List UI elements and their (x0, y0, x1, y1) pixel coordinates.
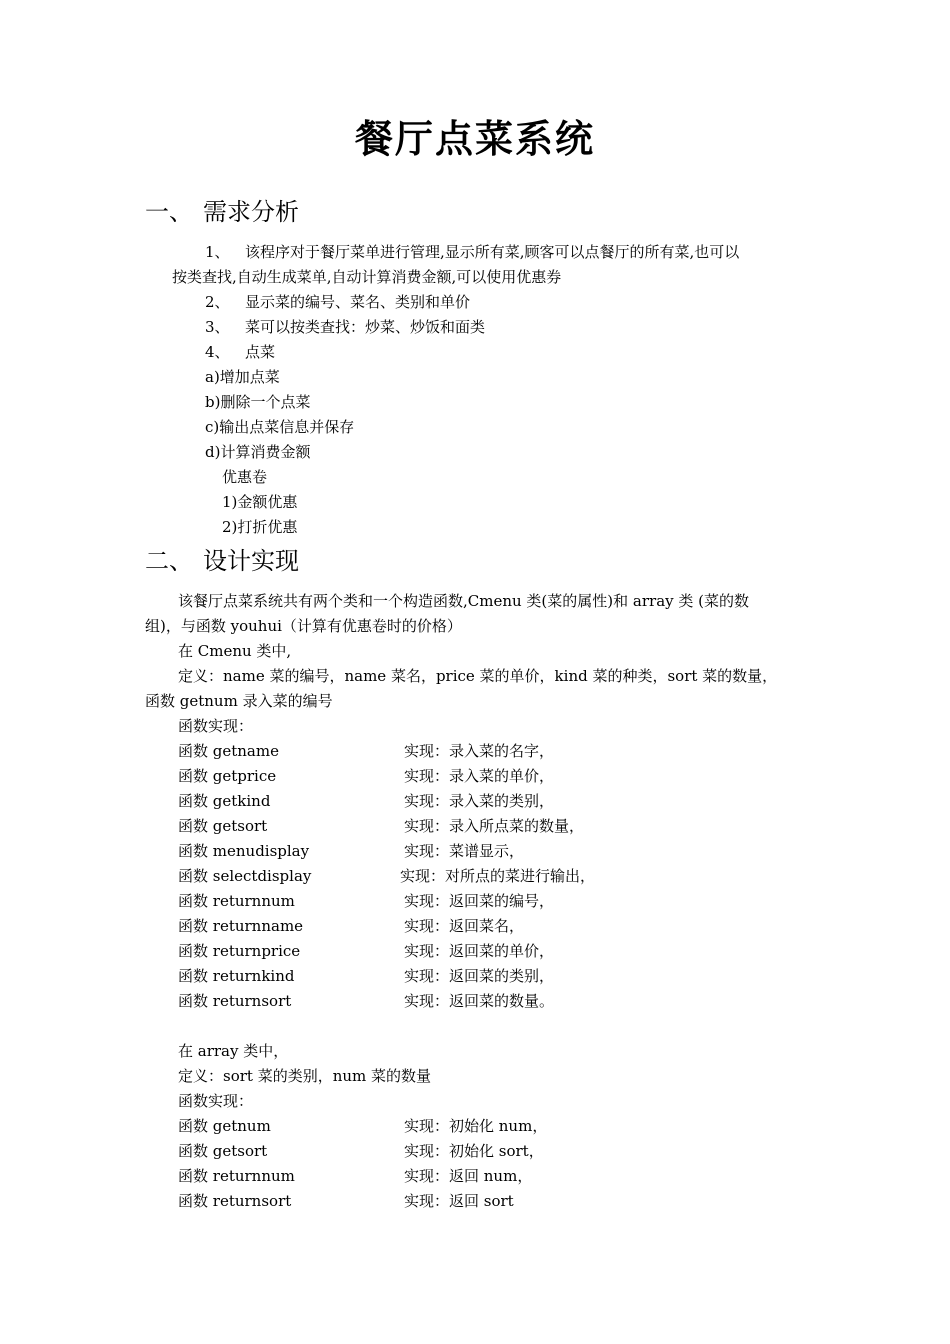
sub-item-d: d)计算消费金额 (205, 443, 311, 461)
function-impl: 实现：返回菜的单价， (404, 942, 555, 960)
function-impl: 实现：菜谱显示， (404, 842, 525, 860)
function-impl: 实现：录入所点菜的数量， (404, 817, 585, 835)
cmenu-definition-line2: 函数 getnum 录入菜的编号 (145, 692, 333, 710)
function-name: 函数 returnkind (178, 967, 295, 985)
section-number: 二、 (145, 547, 193, 575)
function-row (178, 941, 818, 961)
requirement-item-1-line2: 按类查找,自动生成菜单,自动计算消费金额,可以使用优惠券 (172, 268, 562, 286)
function-row (178, 891, 818, 911)
page-title: 餐厅点菜系统 (354, 117, 595, 161)
function-name: 函数 selectdisplay (178, 867, 312, 885)
function-row (178, 766, 818, 786)
coupon-option-2: 2)打折优惠 (222, 518, 298, 536)
function-impl: 实现：返回菜的类别， (404, 967, 555, 985)
coupon-option-1: 1)金额优惠 (222, 493, 298, 511)
list-item-number: 4、 (205, 343, 230, 361)
function-row (178, 1191, 818, 1211)
function-impl: 实现：返回 sort (404, 1192, 514, 1210)
function-impl: 实现：返回 num， (404, 1167, 533, 1185)
array-definition: 定义：sort 菜的类别，num 菜的数量 (178, 1067, 432, 1085)
cmenu-impl-label: 函数实现： (178, 717, 254, 735)
function-name: 函数 getname (178, 742, 279, 760)
function-row (178, 916, 818, 936)
sub-item-a: a)增加点菜 (205, 368, 280, 386)
function-name: 函数 getsort (178, 817, 268, 835)
function-impl: 实现：录入菜的单价， (404, 767, 555, 785)
section-title: 设计实现 (203, 547, 299, 575)
function-impl: 实现：返回菜的数量。 (404, 992, 555, 1010)
function-row (178, 741, 818, 761)
requirement-item-1-line1: 该程序对于餐厅菜单进行管理,显示所有菜,顾客可以点餐厅的所有菜,也可以 (245, 243, 740, 261)
function-name: 函数 menudisplay (178, 842, 310, 860)
function-row (178, 791, 818, 811)
cmenu-definition-line1: 定义：name 菜的编号，name 菜名，price 菜的单价，kind 菜的种类，sort 菜的数量， (178, 667, 778, 685)
function-impl: 实现：录入菜的名字， (404, 742, 555, 760)
list-item-number: 3、 (205, 318, 230, 336)
requirement-item-3: 菜可以按类查找：炒菜、炒饭和面类 (245, 318, 486, 336)
section-heading-design (145, 541, 299, 576)
function-row (178, 1141, 818, 1161)
requirement-item-2: 显示菜的编号、菜名、类别和单价 (245, 293, 471, 311)
function-impl: 实现：返回菜的编号， (404, 892, 555, 910)
list-item-number: 2、 (205, 293, 230, 311)
list-item-number: 1、 (205, 243, 230, 261)
function-name: 函数 returnnum (178, 892, 295, 910)
function-name: 函数 getsort (178, 1142, 268, 1160)
coupon-label: 优惠卷 (222, 468, 268, 486)
function-name: 函数 returnsort (178, 992, 292, 1010)
array-impl-label: 函数实现： (178, 1092, 254, 1110)
design-intro-line1: 该餐厅点菜系统共有两个类和一个构造函数,Cmenu 类(菜的属性)和 array 类 (菜的数 (178, 592, 749, 610)
function-name: 函数 returnprice (178, 942, 301, 960)
function-name: 函数 returnnum (178, 1167, 295, 1185)
array-class-intro: 在 array 类中， (178, 1042, 289, 1060)
design-intro-line2: 组)，与函数 youhui（计算有优惠卷时的价格） (145, 617, 462, 635)
function-name: 函数 returnname (178, 917, 304, 935)
function-name: 函数 returnsort (178, 1192, 292, 1210)
function-impl: 实现：初始化 num， (404, 1117, 548, 1135)
sub-item-c: c)输出点菜信息并保存 (205, 418, 355, 436)
function-row (178, 1116, 818, 1136)
function-row (178, 966, 818, 986)
function-row (178, 816, 818, 836)
function-impl: 实现：对所点的菜进行输出， (400, 867, 596, 885)
section-heading-requirements (145, 192, 299, 227)
function-impl: 实现：初始化 sort， (404, 1142, 544, 1160)
requirement-item-4: 点菜 (245, 343, 276, 361)
function-impl: 实现：返回菜名， (404, 917, 525, 935)
function-impl: 实现：录入菜的类别， (404, 792, 555, 810)
sub-item-b: b)删除一个点菜 (205, 393, 311, 411)
function-name: 函数 getkind (178, 792, 271, 810)
function-row (178, 866, 818, 886)
section-title: 需求分析 (203, 198, 299, 226)
function-row (178, 1166, 818, 1186)
section-number: 一、 (145, 198, 193, 226)
function-name: 函数 getnum (178, 1117, 271, 1135)
function-name: 函数 getprice (178, 767, 277, 785)
function-row (178, 991, 818, 1011)
cmenu-class-intro: 在 Cmenu 类中, (178, 642, 292, 660)
function-row (178, 841, 818, 861)
